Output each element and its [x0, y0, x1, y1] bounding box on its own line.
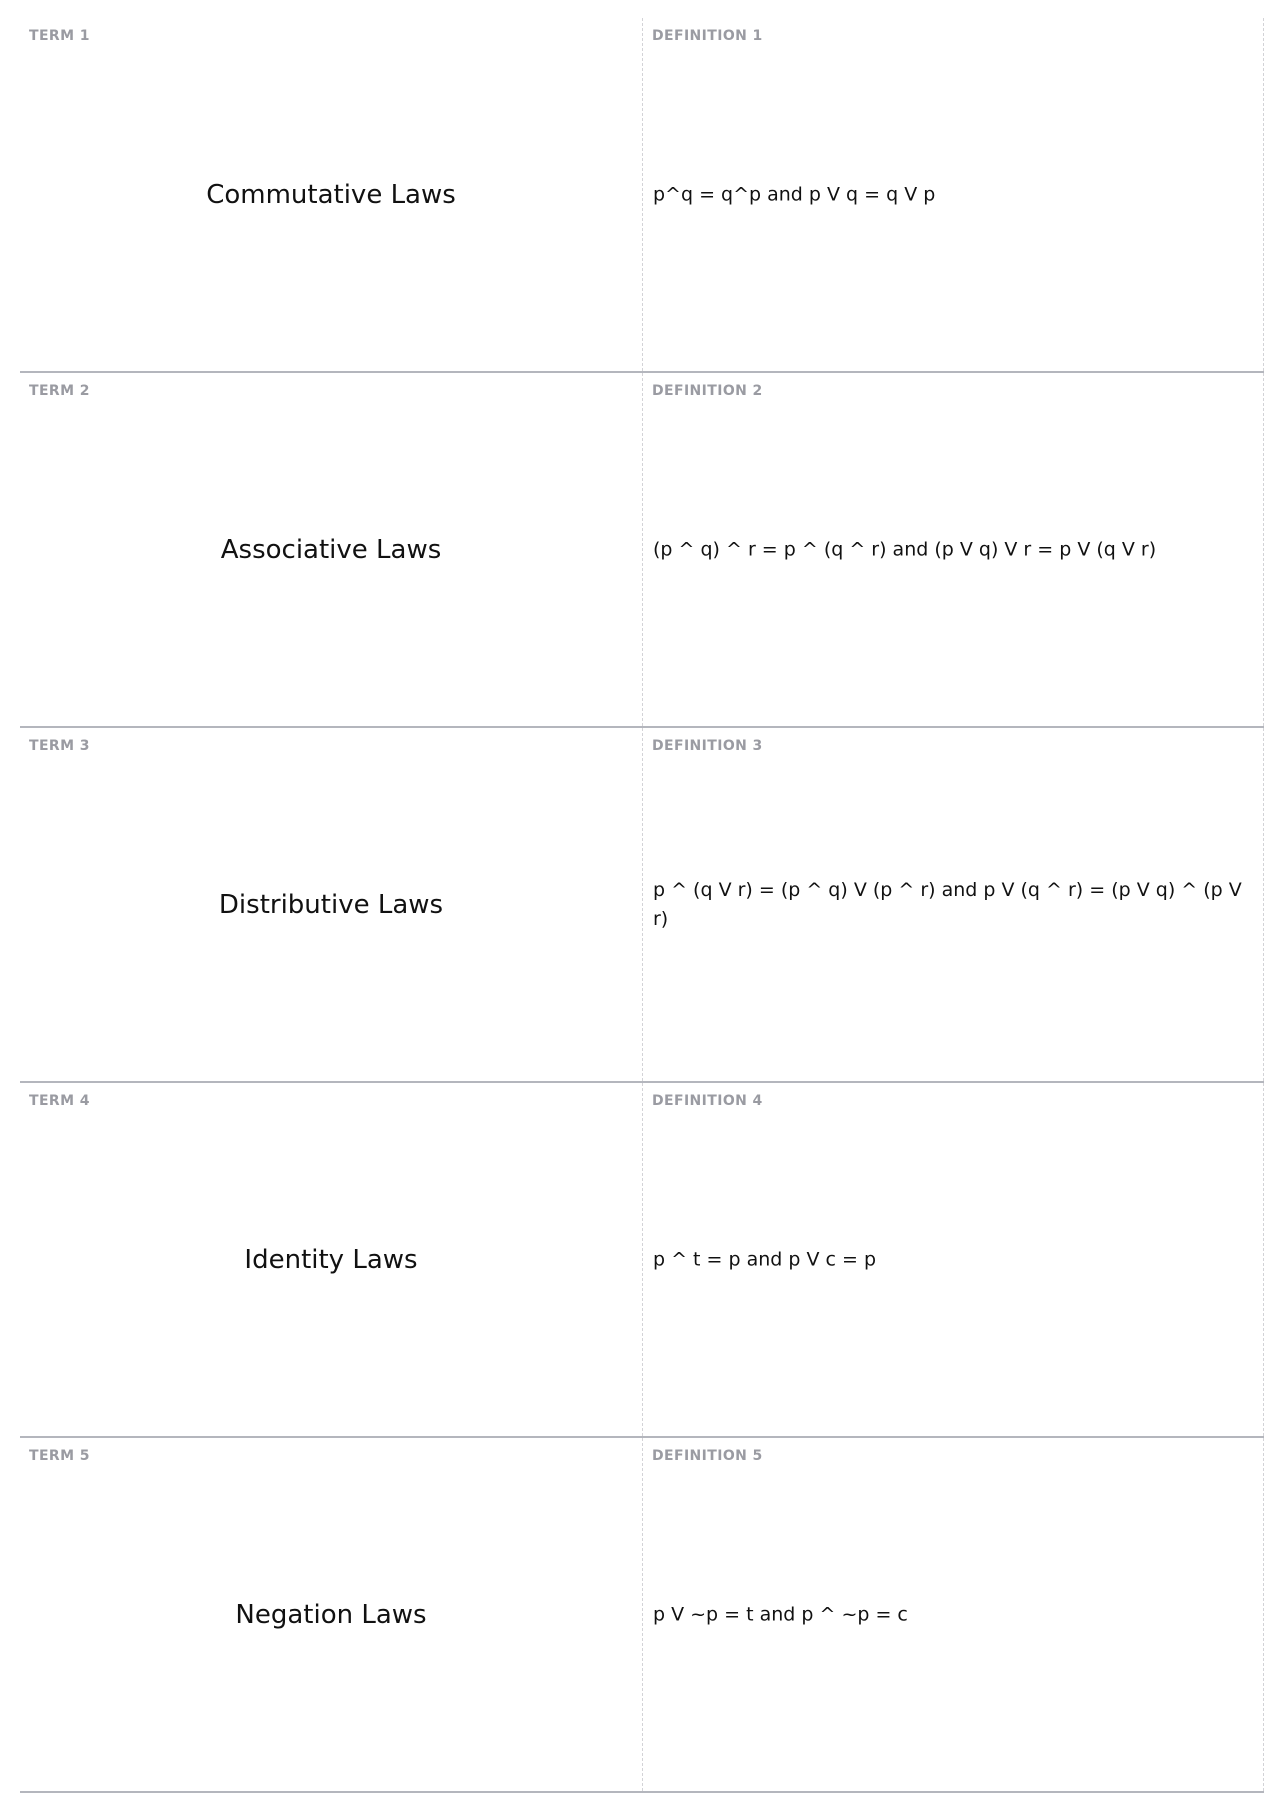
definition-label: DEFINITION 5	[652, 1448, 763, 1464]
definition-text: p V ~p = t and p ^ ~p = c	[653, 1603, 908, 1625]
definition-label: DEFINITION 3	[652, 738, 763, 754]
term-text: Commutative Laws	[206, 179, 456, 210]
term-text: Negation Laws	[235, 1599, 427, 1630]
definition-text: (p ^ q) ^ r = p ^ (q ^ r) and (p V q) V r = p V (q V r)	[653, 538, 1157, 560]
flashcard-row	[20, 373, 1264, 728]
term-cell	[20, 728, 643, 1081]
definition-text: p^q = q^p and p V q = q V p	[653, 183, 936, 205]
flashcard-row	[20, 18, 1264, 373]
term-label: TERM 3	[29, 738, 90, 754]
definition-text: p ^ t = p and p V c = p	[653, 1248, 877, 1270]
definition-cell	[643, 373, 1264, 726]
term-cell	[20, 1083, 643, 1436]
term-label: TERM 4	[29, 1093, 90, 1109]
term-text: Associative Laws	[220, 534, 442, 565]
definition-cell	[643, 1083, 1264, 1436]
flashcard-sheet	[20, 18, 1264, 1793]
term-text: Distributive Laws	[218, 889, 444, 920]
term-cell	[20, 373, 643, 726]
definition-text: p ^ (q V r) = (p ^ q) V (p ^ r) and p V (q ^ r) = (p V q) ^ (p V r)	[653, 878, 1242, 930]
definition-label: DEFINITION 1	[652, 28, 763, 44]
term-label: TERM 5	[29, 1448, 90, 1464]
term-label: TERM 1	[29, 28, 90, 44]
term-text: Identity Laws	[244, 1244, 418, 1275]
definition-cell	[643, 18, 1264, 371]
term-cell	[20, 1438, 643, 1791]
flashcard-row	[20, 728, 1264, 1083]
definition-label: DEFINITION 2	[652, 383, 763, 399]
definition-cell	[643, 1438, 1264, 1791]
flashcard-row	[20, 1438, 1264, 1793]
flashcard-row	[20, 1083, 1264, 1438]
definition-cell	[643, 728, 1264, 1081]
term-cell	[20, 18, 643, 371]
term-label: TERM 2	[29, 383, 90, 399]
definition-label: DEFINITION 4	[652, 1093, 763, 1109]
